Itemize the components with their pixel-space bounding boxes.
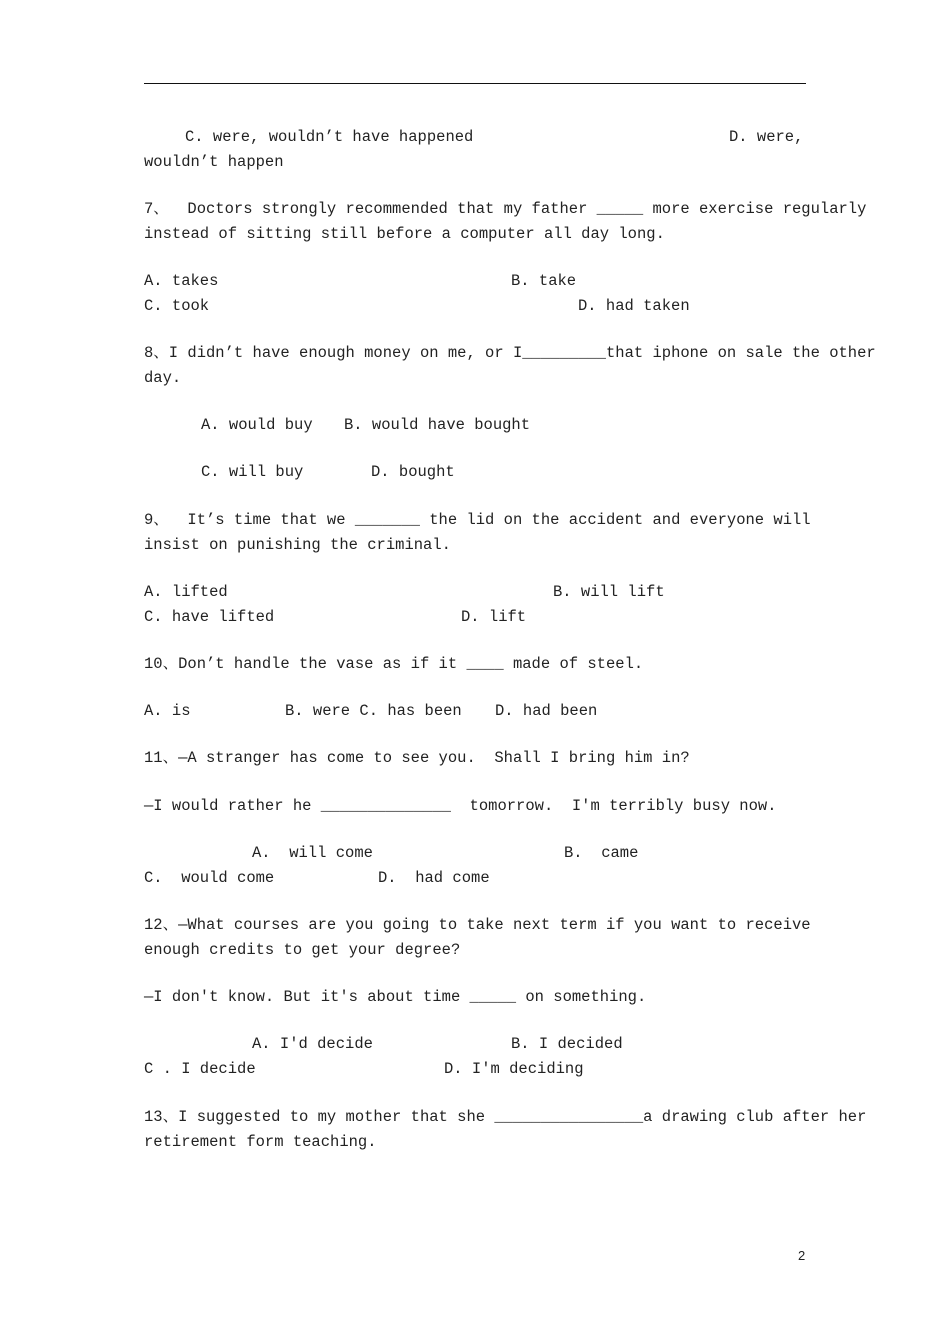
question-11: 11、—A stranger has come to see you. Shall I bring him in? <box>144 749 690 767</box>
option-c: C. will buy <box>201 463 304 481</box>
option-b: B. take <box>511 272 577 290</box>
text-line: day. <box>144 369 182 387</box>
option-c: C. have lifted <box>144 608 275 626</box>
text-line: D. were, <box>729 128 804 146</box>
question-9: 9、 It’s time that we _______ the lid on the accident and everyone will <box>144 511 811 529</box>
question-13: 13、I suggested to my mother that she ________________a drawing club after her <box>144 1108 867 1126</box>
option-b-c: B. were C. has been <box>285 702 462 720</box>
option-b: B. would have bought <box>344 416 531 434</box>
text-line: enough credits to get your degree? <box>144 941 461 959</box>
text-line: —I would rather he ______________ tomorrow. I'm terribly busy now. <box>144 797 777 815</box>
text-line: wouldn’t happen <box>144 153 284 171</box>
page-number: 2 <box>798 1248 806 1263</box>
option-b: B. will lift <box>553 583 665 601</box>
text-line: insist on punishing the criminal. <box>144 536 451 554</box>
text-line: C. were, wouldn’t have happened <box>185 128 474 146</box>
text-line: —I don't know. But it's about time _____ on something. <box>144 988 647 1006</box>
option-a: A. is <box>144 702 191 720</box>
question-12: 12、—What courses are you going to take next term if you want to receive <box>144 916 811 934</box>
option-d: D. had been <box>495 702 598 720</box>
question-8: 8、I didn’t have enough money on me, or I_________that iphone on sale the other <box>144 344 876 362</box>
option-c: C. took <box>144 297 210 315</box>
header-rule <box>144 83 806 84</box>
option-b: B. I decided <box>511 1035 623 1053</box>
option-d: D. I'm deciding <box>444 1060 584 1078</box>
option-d: D. lift <box>461 608 527 626</box>
text-line: retirement form teaching. <box>144 1133 377 1151</box>
option-b: B. came <box>564 844 639 862</box>
option-a: A. lifted <box>144 583 228 601</box>
option-a: A. takes <box>144 272 219 290</box>
option-c: C. would come <box>144 869 275 887</box>
option-d: D. had taken <box>578 297 690 315</box>
option-c: C . I decide <box>144 1060 256 1078</box>
option-a: A. would buy <box>201 416 313 434</box>
option-d: D. had come <box>378 869 490 887</box>
option-a: A. will come <box>252 844 373 862</box>
option-d: D. bought <box>371 463 455 481</box>
question-7: 7、 Doctors strongly recommended that my father _____ more exercise regularly <box>144 200 867 218</box>
text-line: instead of sitting still before a computer all day long. <box>144 225 665 243</box>
question-10: 10、Don’t handle the vase as if it ____ made of steel. <box>144 655 644 673</box>
option-a: A. I'd decide <box>252 1035 373 1053</box>
